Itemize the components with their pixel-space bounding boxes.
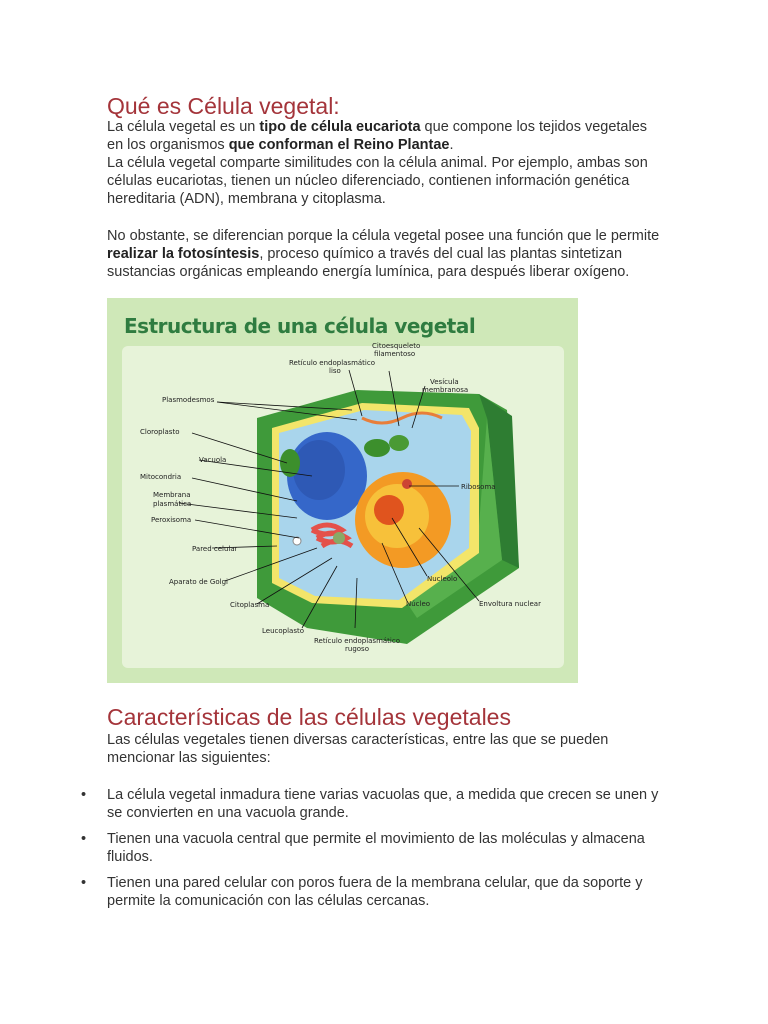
list-item-text: Tienen una pared celular con poros fuera de la membrana celular, que da soporte y permite la comunicación con las células cercanas. bbox=[107, 875, 643, 909]
label-nucleo: Núcleo bbox=[406, 600, 431, 608]
bold-text: que conforman el Reino Plantae bbox=[228, 137, 450, 153]
paragraph-photosynthesis bbox=[107, 227, 667, 281]
list-item-text: La célula vegetal inmadura tiene varias vacuolas que, a medida que crecen se unen y se convierten en una vacuola grande. bbox=[107, 787, 659, 821]
label-rugoso: rugoso bbox=[345, 645, 369, 653]
label-citoesqueleto: Citoesqueleto bbox=[372, 342, 421, 350]
bullet: • bbox=[81, 787, 87, 803]
label-vesicula: Vesícula bbox=[430, 378, 459, 386]
list-item bbox=[81, 786, 667, 822]
label-reticulo-liso: Retículo endoplasmático bbox=[289, 359, 376, 367]
label-peroxisoma: Peroxisoma bbox=[151, 516, 192, 524]
label-ribosoma: Ribosoma bbox=[461, 483, 496, 491]
characteristics-list bbox=[81, 786, 667, 918]
list-item bbox=[81, 830, 667, 866]
plant-cell-diagram bbox=[107, 298, 578, 683]
text-run: No obstante, se diferencian porque la célula vegetal posee una función que le permite bbox=[107, 228, 660, 244]
label-plasmatica: plasmática bbox=[153, 500, 192, 508]
paragraph-intro: Las células vegetales tienen diversas características, entre las que se pueden mencionar las siguientes: bbox=[107, 732, 609, 766]
label-vacuola: Vacuola bbox=[199, 456, 227, 464]
section-heading-que-es: Qué es Célula vegetal: bbox=[107, 93, 340, 119]
text-run: La célula vegetal es un bbox=[107, 119, 260, 135]
label-membrana: Membrana bbox=[153, 491, 191, 499]
label-cloroplasto: Cloroplasto bbox=[140, 428, 180, 436]
paragraph-definition bbox=[107, 118, 667, 208]
diagram-labels bbox=[107, 298, 578, 683]
text-run: que compone los tejidos vegetales en los organismos bbox=[107, 119, 648, 153]
label-plasmodesmos: Plasmodesmos bbox=[162, 396, 215, 404]
label-liso: liso bbox=[329, 367, 341, 375]
label-reticulo-rugoso: Retículo endoplasmático bbox=[314, 637, 401, 645]
bold-text: tipo de célula eucariota bbox=[259, 119, 421, 135]
label-nucleolo: Nucleolo bbox=[427, 575, 458, 583]
label-mitocondria: Mitocondria bbox=[140, 473, 182, 481]
list-item bbox=[81, 874, 667, 910]
text-run: . bbox=[449, 137, 454, 153]
label-pared-celular: Pared celular bbox=[192, 545, 238, 553]
label-envoltura: Envoltura nuclear bbox=[479, 600, 541, 608]
text-run: , proceso químico a través del cual las plantas sintetizan sustancias orgánicas empleando energía lumínica, para después liberar oxígeno. bbox=[107, 246, 630, 280]
label-filamentoso: filamentoso bbox=[374, 350, 416, 358]
label-membranosa: membranosa bbox=[422, 386, 469, 394]
label-golgi: Aparato de Golgi bbox=[169, 578, 228, 586]
section-heading-caracteristicas: Características de las células vegetales bbox=[107, 704, 511, 730]
figure-title: Estructura de una célula vegetal bbox=[124, 314, 476, 338]
label-citoplasma: Citoplasma bbox=[230, 601, 270, 609]
list-item-text: Tienen una vacuola central que permite el movimiento de las moléculas y almacena fluidos. bbox=[107, 831, 645, 865]
bold-text: realizar la fotosíntesis bbox=[107, 246, 260, 262]
text-run: La célula vegetal comparte similitudes con la célula animal. Por ejemplo, ambas son células eucariotas, tienen un núcleo diferenciado, contienen información genética hereditaria (ADN), membrana y citoplasma. bbox=[107, 155, 648, 207]
label-leucoplasto: Leucoplasto bbox=[262, 627, 305, 635]
bullet: • bbox=[81, 875, 87, 891]
bullet: • bbox=[81, 831, 87, 847]
